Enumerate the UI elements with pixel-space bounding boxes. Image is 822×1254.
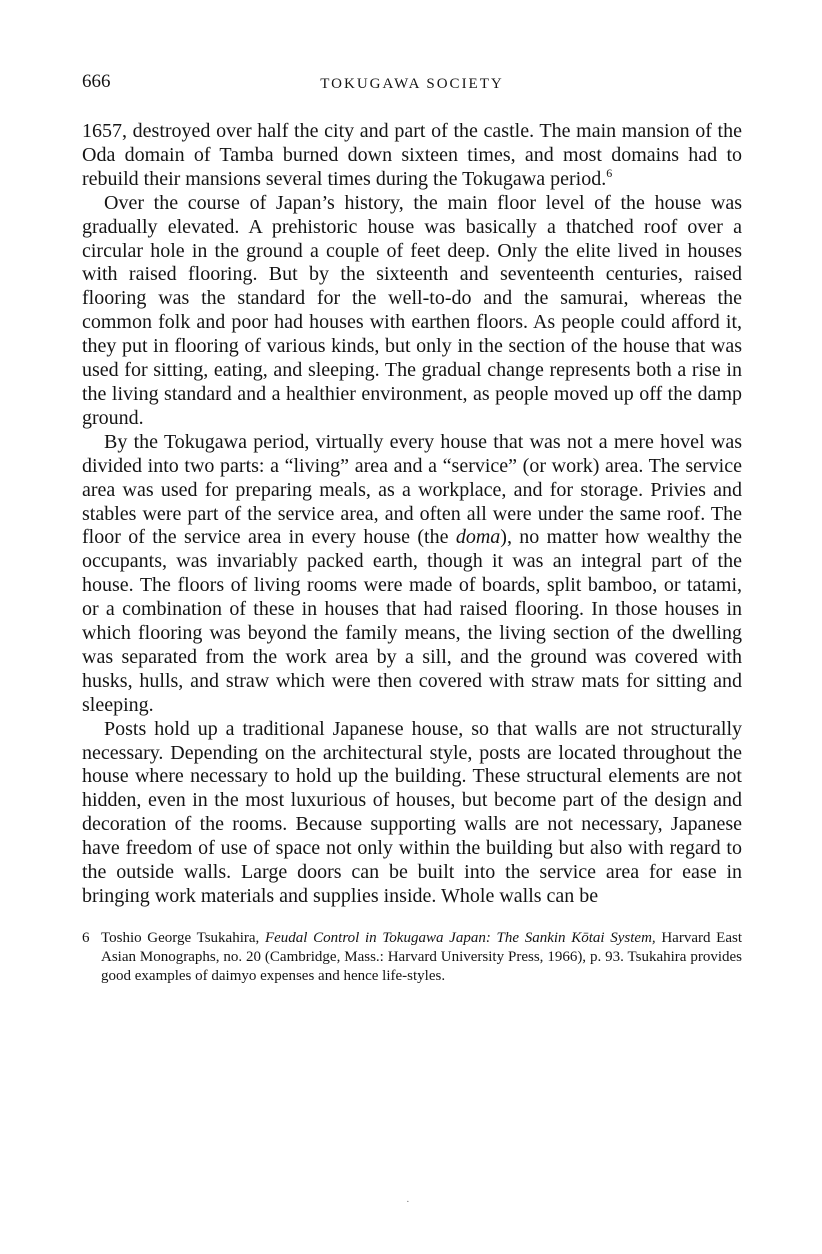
footnote-number: 6 bbox=[82, 929, 90, 946]
italic-text: doma bbox=[455, 526, 501, 549]
page-mark: · bbox=[406, 1196, 410, 1208]
book-page bbox=[82, 70, 742, 986]
paragraph bbox=[82, 192, 742, 431]
text-run: By the Tokugawa period, virtually every house that was not a mere hovel was divided into two parts: a “living” area and a “service” (or work) area. The service area was used for preparing meals, as a workplace, and for storage. Privies and stables were part of the service area, and often all were under the same roof. The floor of the service area in every house (the bbox=[82, 430, 742, 549]
text-run: 1657, destroyed over half the city and part of the castle. The main mansion of the Oda domain of Tamba burned down sixteen times, and most domains had to rebuild their mansions several times during the Tokugawa period. bbox=[82, 120, 742, 190]
paragraph bbox=[82, 431, 742, 718]
text-run: Harvard East Asian Monographs, no. 20 (Cambridge, Mass.: Harvard University Press, 1966), p. 93. Tsukahira provides good examples of daimyo expenses and hence life-styles. bbox=[101, 929, 743, 984]
paragraph bbox=[82, 718, 742, 909]
text-run: ), no matter how wealthy the occupants, was invariably packed earth, though it was an integral part of the house. The floors of living rooms were made of boards, split bamboo, or tatami, or a combination of these in houses that had raised flooring. In those houses in which flooring was beyond the family means, the living section of the dwelling was separated from the work area by a sill, and the ground was covered with husks, hulls, and straw which were then covered with straw mats for sitting and sleeping. bbox=[82, 526, 742, 716]
page-number: 666 bbox=[82, 71, 111, 92]
text-run: Toshio George Tsukahira, bbox=[101, 929, 265, 946]
body-text bbox=[82, 120, 742, 909]
footnote bbox=[82, 929, 742, 986]
running-title: TOKUGAWA SOCIETY bbox=[320, 76, 504, 92]
footnote-reference: 6 bbox=[606, 165, 613, 180]
text-run: Posts hold up a traditional Japanese house, so that walls are not structurally necessary. Depending on the architectural style, posts are located throughout the house where necessary to hold up the building. These structural elements are not hidden, even in the most luxurious of houses, but become part of the design and decoration of the rooms. Because supporting walls are not necessary, Japanese have freedom of use of space not only within the building but also with regard to the outside walls. Large doors can be built into the service area for ease in bringing work materials and supplies inside. Whole walls can be bbox=[82, 717, 742, 907]
text-run: Over the course of Japan’s history, the main floor level of the house was gradually elevated. A prehistoric house was basically a thatched roof over a circular hole in the ground a couple of feet deep. Only the elite lived in houses with raised flooring. But by the sixteenth and seventeenth centuries, raised flooring was the standard for the well-to-do and the samurai, whereas the common folk and poor had houses with earthen floors. As people could afford it, they put in flooring of various kinds, but only in the section of the house that was used for sitting, eating, and sleeping. The gradual change represents both a rise in the living standard and a healthier environment, as people moved up off the damp ground. bbox=[82, 191, 742, 429]
italic-text: Feudal Control in Tokugawa Japan: The Sankin Kōtai System, bbox=[264, 929, 656, 946]
running-head bbox=[82, 70, 742, 100]
paragraph bbox=[82, 120, 742, 192]
footnote-text bbox=[101, 930, 742, 984]
